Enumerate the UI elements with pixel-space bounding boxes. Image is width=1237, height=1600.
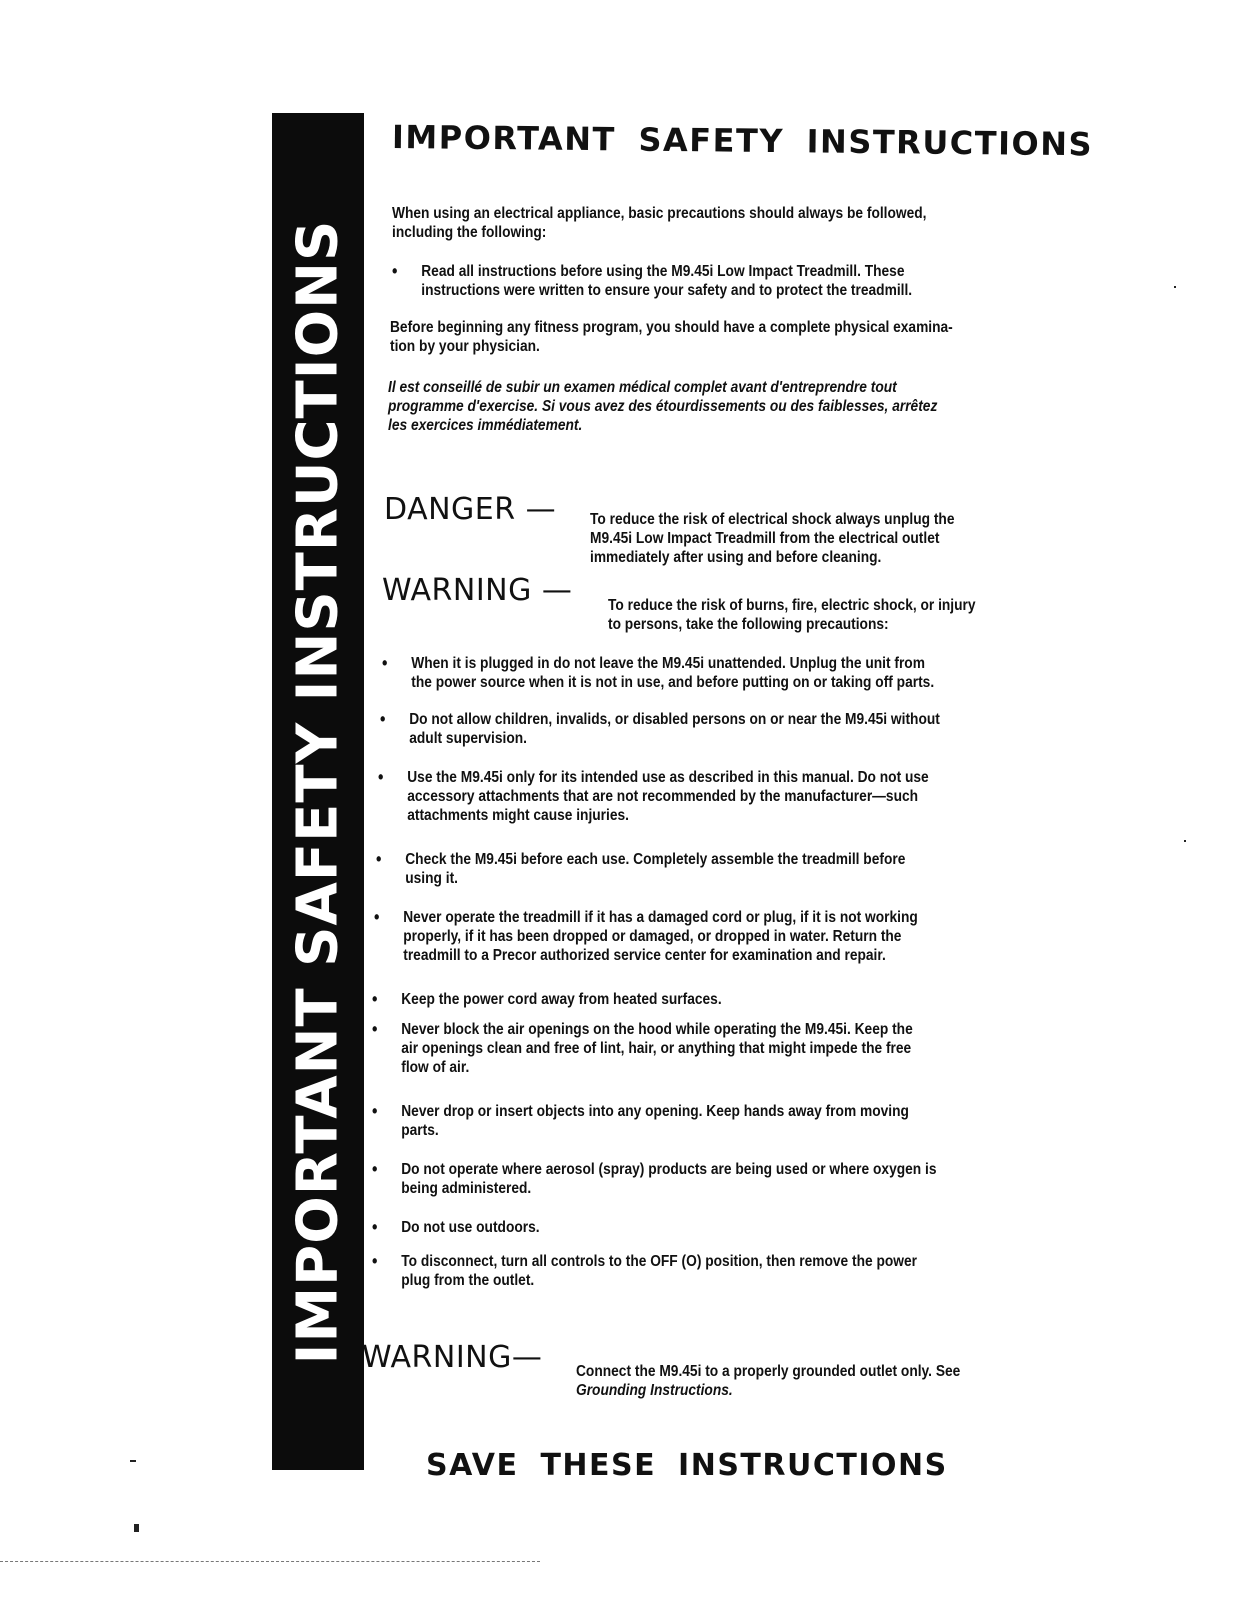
- precaution-line: To disconnect, turn all controls to the OFF (O) position, then remove the power: [401, 1253, 918, 1270]
- precaution-line: the power source when it is not in use, and before putting on or taking off parts.: [411, 674, 935, 691]
- bullet-line: Read all instructions before using the M9.45i Low Impact Treadmill. These: [421, 263, 905, 280]
- page-title: IMPORTANT SAFETY INSTRUCTIONS: [391, 118, 1094, 164]
- precaution-line: Check the M9.45i before each use. Completely assemble the treadmill before: [405, 851, 906, 868]
- warning-text: [608, 596, 976, 634]
- danger-line: To reduce the risk of electrical shock always unplug the: [590, 511, 955, 528]
- grounding-instructions-reference: Grounding Instructions.: [576, 1382, 733, 1399]
- bullet-dot: •: [374, 907, 380, 927]
- bullet-line: instructions were written to ensure your safety and to protect the treadmill.: [421, 282, 913, 299]
- precaution-line: Do not operate where aerosol (spray) products are being used or where oxygen is: [401, 1161, 937, 1178]
- precaution-line: Keep the power cord away from heated surfaces.: [401, 991, 722, 1008]
- bullet-dot: •: [372, 1251, 378, 1271]
- bullet-dot: •: [376, 849, 382, 869]
- precaution-line: Never operate the treadmill if it has a damaged cord or plug, if it is not working: [403, 909, 918, 926]
- precaution-line: When it is plugged in do not leave the M9.45i unattended. Unplug the unit from: [411, 655, 925, 672]
- french-line: les exercices immédiatement.: [388, 417, 583, 434]
- precaution-line: accessory attachments that are not recommended by the manufacturer—such: [407, 788, 919, 805]
- scan-speck: [134, 1524, 139, 1532]
- grounding-warning-line: Connect the M9.45i to a properly grounded outlet only. See: [576, 1363, 961, 1380]
- precaution-line: Never block the air openings on the hood while operating the M9.45i. Keep the: [401, 1021, 913, 1038]
- precaution-line: treadmill to a Precor authorized service center for examination and repair.: [403, 947, 886, 964]
- intro-line: When using an electrical appliance, basic precautions should always be followed,: [392, 205, 927, 222]
- danger-line: M9.45i Low Impact Treadmill from the electrical outlet: [590, 530, 940, 547]
- bullet-dot: •: [382, 653, 388, 673]
- precaution-line: using it.: [405, 870, 458, 887]
- scan-edge-line: [0, 1561, 540, 1562]
- precaution-line: Do not allow children, invalids, or disabled persons on or near the M9.45i without: [409, 711, 940, 728]
- grounding-warning-text: [576, 1362, 960, 1400]
- intro-line: including the following:: [392, 224, 547, 241]
- bullet-dot: •: [380, 709, 386, 729]
- sidebar-banner-text: IMPORTANT SAFETY INSTRUCTIONS: [285, 219, 351, 1364]
- bullet-dot: •: [372, 1159, 378, 1179]
- warning-label: WARNING —: [382, 573, 573, 608]
- bullet-dot: •: [392, 261, 398, 281]
- fitness-line: tion by your physician.: [390, 338, 540, 355]
- fitness-line: Before beginning any fitness program, you should have a complete physical examina-: [390, 319, 953, 336]
- bullet-dot: •: [378, 767, 384, 787]
- warning-line: to persons, take the following precautions:: [608, 616, 889, 633]
- fitness-paragraph: [390, 318, 953, 356]
- sidebar-banner: [272, 113, 364, 1470]
- precaution-line: Do not use outdoors.: [401, 1219, 540, 1236]
- bullet-dot: •: [372, 1217, 378, 1237]
- precaution-line: Use the M9.45i only for its intended use as described in this manual. Do not use: [407, 769, 929, 786]
- precaution-line: attachments might cause injuries.: [407, 807, 629, 824]
- intro-paragraph: [392, 204, 926, 242]
- scan-speck: [1174, 286, 1176, 288]
- bullet-dot: •: [372, 1101, 378, 1121]
- bullet-dot: •: [372, 989, 378, 1009]
- french-line: programme d'exercise. Si vous avez des étourdissements ou des faiblesses, arrêtez: [388, 398, 938, 415]
- precaution-line: Never drop or insert objects into any opening. Keep hands away from moving: [401, 1103, 909, 1120]
- precaution-line: plug from the outlet.: [401, 1272, 535, 1289]
- precaution-line: being administered.: [401, 1180, 532, 1197]
- danger-text: [590, 510, 954, 567]
- save-instructions-footer: SAVE THESE INSTRUCTIONS: [426, 1448, 948, 1483]
- precaution-line: properly, if it has been dropped or damaged, or dropped in water. Return the: [403, 928, 902, 945]
- grounding-warning-label: WARNING—: [362, 1340, 543, 1375]
- danger-label: DANGER —: [384, 492, 557, 527]
- precaution-line: air openings clean and free of lint, hair, or anything that might impede the free: [401, 1040, 912, 1057]
- french-line: Il est conseillé de subir un examen médical complet avant d'entreprendre tout: [388, 379, 897, 396]
- precaution-line: flow of air.: [401, 1059, 470, 1076]
- french-paragraph: [388, 378, 937, 435]
- warning-line: To reduce the risk of burns, fire, electric shock, or injury: [608, 597, 976, 614]
- bullet-dot: •: [372, 1019, 378, 1039]
- precaution-line: parts.: [401, 1122, 439, 1139]
- scan-speck: [130, 1460, 136, 1462]
- danger-line: immediately after using and before cleaning.: [590, 549, 882, 566]
- precaution-line: adult supervision.: [409, 730, 527, 747]
- scan-speck: [1184, 840, 1186, 842]
